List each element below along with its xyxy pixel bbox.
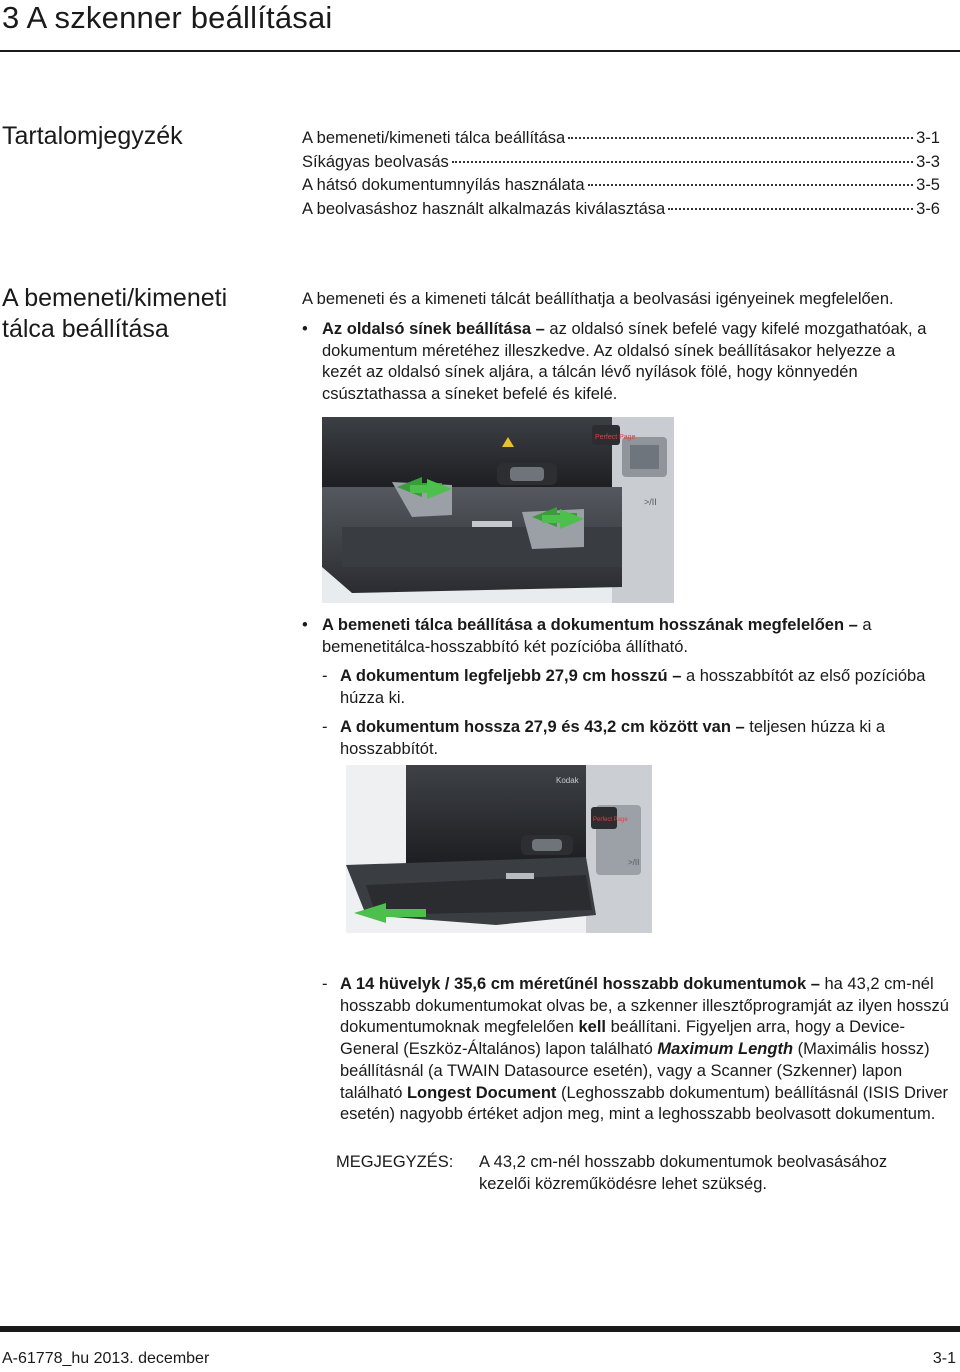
toc-entry-label[interactable]: Síkágyas beolvasás	[302, 152, 449, 171]
scanner-side-guides-illustration	[322, 417, 674, 603]
sub-item-text: (Leghosszabb dokumentum) beállításnál (ISIS Driver esetén) nagyobb értéket adjon meg, mint a leghosszabb beolvasott dokumentum.	[340, 1083, 948, 1124]
note-label: MEGJEGYZÉS:	[336, 1153, 454, 1171]
emphasis-kell: kell	[578, 1018, 607, 1037]
sub-item-text: a hosszabbítót az első pozícióba húzza ki.	[340, 667, 926, 707]
side-guides-figure	[322, 417, 674, 603]
toc-leader	[568, 137, 913, 139]
sub-item-title: A dokumentum hossza 27,9 és 43,2 cm között van –	[340, 718, 745, 736]
bullet-input-tray-text: a bemenetitálca-hosszabbító két pozícióba állítható.	[322, 616, 872, 656]
toc-entry-page[interactable]: 3-5	[916, 176, 940, 195]
toc-leader	[588, 184, 914, 186]
side-brand-text: Kodak	[556, 776, 579, 785]
bullet-input-tray	[322, 615, 942, 658]
dash-marker: -	[322, 975, 328, 993]
brand-logo-text: Perfect Page	[595, 434, 636, 441]
chapter-rule	[0, 50, 960, 52]
toc-entry[interactable]	[302, 151, 940, 175]
sub-item-title: A 14 hüvelyk / 35,6 cm méretűnél hosszabb dokumentumok –	[340, 975, 820, 993]
footer-rule	[0, 1326, 960, 1332]
sub-item-long-documents	[340, 974, 952, 1126]
bullet-side-guides	[322, 319, 932, 406]
bullet-side-guides-title: Az oldalsó sínek beállítása –	[322, 320, 545, 338]
toc-heading: Tartalomjegyzék	[2, 122, 183, 150]
table-of-contents	[302, 127, 940, 221]
sub-item-text: beállítani. Figyeljen arra, hogy a Device-General (Eszköz-Általános) lapon található	[340, 1018, 905, 1059]
panel-label: >/II	[628, 858, 640, 867]
setting-longest-document: Longest Document	[406, 1083, 557, 1102]
setting-maximum-length: Maximum Length	[657, 1040, 794, 1059]
toc-entry-label[interactable]: A beolvasáshoz használt alkalmazás kiválasztása	[302, 199, 666, 218]
sub-item-text: teljesen húzza ki a hosszabbítót.	[340, 718, 886, 758]
toc-leader	[452, 161, 913, 163]
panel-label: >/II	[644, 497, 657, 507]
tray-extender-figure	[346, 765, 652, 933]
sub-item-text: ha 43,2 cm-nél hosszabb dokumentumokat olvas be, a szkenner illesztőprogramját az ilyen hosszú dokumentumoknak megfelelően	[340, 975, 949, 1037]
dash-marker: -	[322, 718, 328, 736]
bullet-marker: •	[302, 616, 308, 634]
sub-item-full-extension	[340, 717, 940, 760]
bullet-side-guides-text: az oldalsó sínek befelé vagy kifelé mozgathatóak, a dokumentum méretéhez illeszkedve. Az oldalsó sínek beállításakor helyezze a kezét az oldalsó sínek aljára, a tálcán lévő nyílások fölé, hogy könnyedén csúsztathassa a síneket befelé és kifelé.	[322, 320, 927, 404]
sub-item-title: A dokumentum legfeljebb 27,9 cm hosszú –	[340, 667, 682, 685]
brand-logo-text: Perfect Page	[593, 817, 628, 823]
chapter-title: 3 A szkenner beállításai	[2, 0, 333, 35]
sub-item-text: (Maximális hossz) beállításnál (a TWAIN Datasource esetén), vagy a Scanner (Szkenner) lapon található	[340, 1040, 930, 1102]
toc-entry-page[interactable]: 3-3	[916, 152, 940, 171]
section-heading-line2: tálca beállítása	[2, 315, 169, 343]
toc-entry[interactable]	[302, 174, 940, 198]
toc-entry-label[interactable]: A hátsó dokumentumnyílás használata	[302, 176, 585, 195]
dash-marker: -	[322, 667, 328, 685]
toc-entry-label[interactable]: A bemeneti/kimeneti tálca beállítása	[302, 129, 566, 147]
note-text: A 43,2 cm-nél hosszabb dokumentumok beolvasásához kezelői közreműködésre lehet szükség.	[479, 1153, 888, 1193]
section-heading	[2, 283, 227, 345]
bullet-input-tray-title: A bemeneti tálca beállítása a dokumentum hosszának megfelelően –	[322, 616, 858, 634]
sub-item-first-position	[340, 666, 940, 709]
toc-entry[interactable]	[302, 127, 940, 151]
section-intro: A bemeneti és a kimeneti tálcát beállíthatja a beolvasási igényeinek megfelelően.	[302, 290, 894, 308]
toc-entry-page[interactable]: 3-6	[916, 199, 940, 218]
toc-entry-page[interactable]: 3-1	[916, 129, 940, 147]
section-heading-line1: A bemeneti/kimeneti	[2, 284, 228, 312]
toc-entry[interactable]	[302, 198, 940, 222]
bullet-marker: •	[302, 320, 308, 338]
footer-page-number: 3-1	[932, 1350, 956, 1367]
scanner-extender-illustration	[346, 765, 652, 933]
footer-doc-id: A-61778_hu 2013. december	[2, 1350, 210, 1367]
toc-leader	[668, 208, 913, 210]
